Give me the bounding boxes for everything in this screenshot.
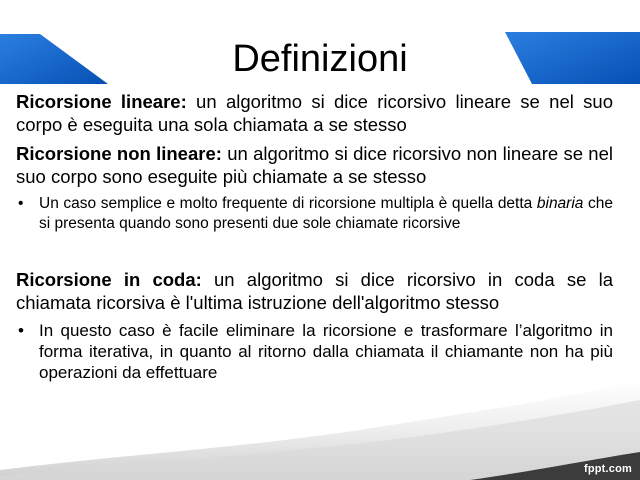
left-blue-shape <box>0 34 108 84</box>
term-tail: Ricorsione in coda: <box>16 269 202 290</box>
text-linear: un algoritmo si dice ricorsivo lineare se nel suo corpo è eseguita una sola chiamata a se stesso <box>16 91 613 135</box>
slide-content <box>16 90 613 383</box>
bullet-tail <box>16 320 613 383</box>
term-nonlinear: Ricorsione non lineare: <box>16 143 222 164</box>
text-tail: un algoritmo si dice ricorsivo in coda se la chiamata ricorsiva è l'ultima istruzione dell'algoritmo stesso <box>16 269 613 313</box>
term-linear: Ricorsione lineare: <box>16 91 187 112</box>
bullet-binary-italic: binaria <box>536 195 584 212</box>
brand-logo: fppt.com <box>583 463 632 475</box>
bullet-binary <box>16 194 613 234</box>
right-blue-shape <box>505 32 640 84</box>
slide-title: Definizioni <box>232 38 408 80</box>
bullet-icon: • <box>18 321 24 340</box>
bullet-binary-before: Un caso semplice e molto frequente di ricorsione multipla è quella detta <box>39 195 537 212</box>
text-nonlinear: un algoritmo si dice ricorsivo non lineare se nel suo corpo sono eseguite più chiamate a se stesso <box>16 143 613 187</box>
bullet-tail-text: In questo caso è facile eliminare la ricorsione e trasformare l’algoritmo in forma iterativa, in quanto al ritorno dalla chiamata il chiamante non ha più operazioni da effettuare <box>39 321 613 382</box>
definition-nonlinear <box>16 142 613 188</box>
definition-tail <box>16 268 613 314</box>
definition-linear <box>16 90 613 136</box>
bullet-binary-after: che si presenta quando sono presenti due sole chiamate ricorsive <box>39 195 613 232</box>
bullet-icon: • <box>18 195 24 212</box>
